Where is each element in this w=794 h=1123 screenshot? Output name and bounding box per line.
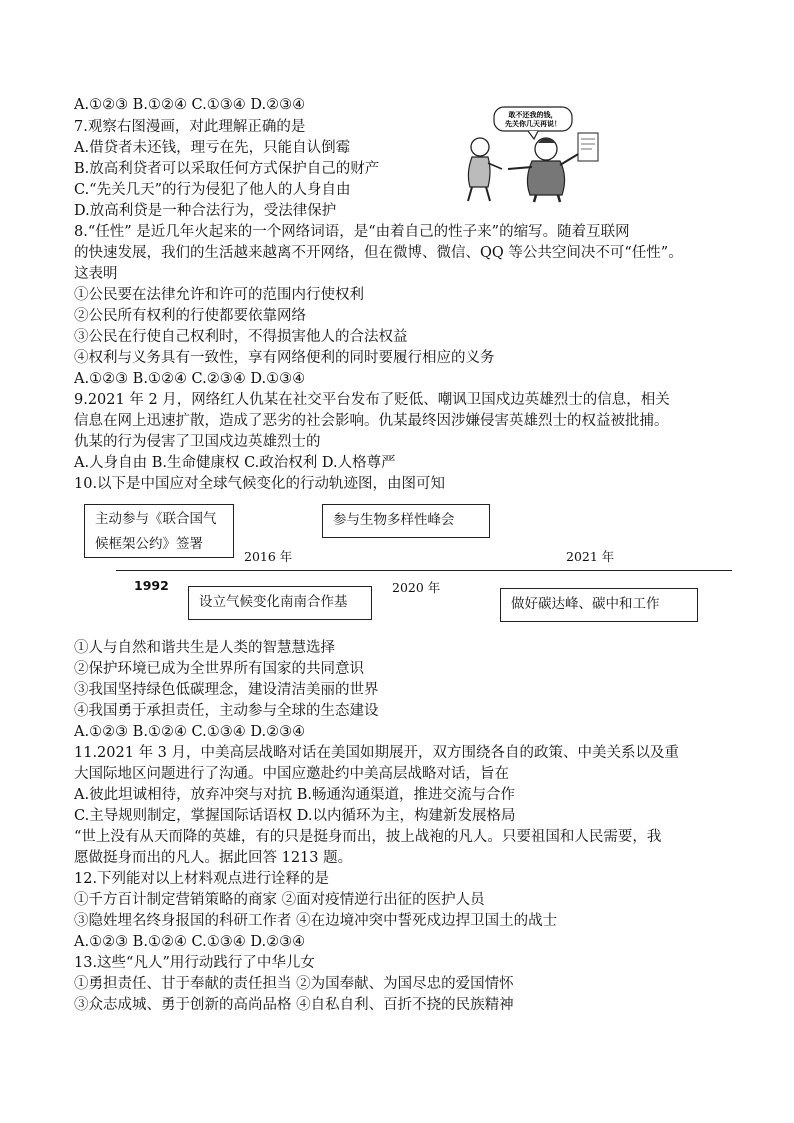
q10-statement-2: ②保护环境已成为全世界所有国家的共同意识	[74, 661, 364, 677]
q13-stem: 13.这些“凡人”用行动践行了中华儿女	[74, 955, 315, 971]
q7-option-c: C.“先关几天”的行为侵犯了他人的人身自由	[74, 182, 351, 198]
q7-option-a: A.借贷者未还钱，理亏在先，只能自认倒霉	[74, 140, 351, 156]
q8-stem-line2: 的快速发展，我们的生活越来越离不开网络，但在微博、微信、QQ 等公共空间决不可“任性”。	[74, 245, 683, 261]
loan-shark-cartoon	[458, 103, 610, 203]
q13-statements-34: ③众志成城、勇于创新的高尚品格 ④自私自利、百折不挠的民族精神	[74, 997, 514, 1013]
timeline-box-unfccc-line1: 主动参与《联合国气	[95, 511, 217, 527]
q8-statement-3: ③公民在行使自己权利时，不得损害他人的合法权益	[74, 329, 408, 345]
q12-statements-12: ①千方百计制定营销策略的商家 ②面对疫情逆行出征的医护人员	[74, 892, 485, 908]
q10-answers: A.①②③ B.①②④ C.①③④ D.②③④	[74, 724, 306, 740]
q8-statement-2: ②公民所有权利的行使都要依靠网络	[74, 308, 306, 324]
q7-option-d: D.放高利贷是一种合法行为，受法律保护	[74, 203, 337, 219]
q9-stem-line2: 信息在网上迅速扩散，造成了恶劣的社会影响。仇某最终因涉嫌侵害英雄烈士的权益被批捕。	[74, 413, 669, 429]
timeline-year-1992: 1992	[134, 578, 169, 593]
q12-stem: 12.下列能对以上材料观点进行诠释的是	[74, 871, 330, 887]
q11-stem-line1: 11.2021 年 3 月，中美高层战略对话在美国如期展开，双方围绕各自的政策、中美关系以及重	[74, 745, 680, 761]
material-line2: 愿做挺身而出的凡人。据此回答 1213 题。	[74, 850, 353, 866]
timeline-year-2021: 2021 年	[566, 549, 615, 564]
climate-timeline-diagram	[84, 502, 734, 630]
timeline-year-2016: 2016 年	[244, 549, 293, 564]
q12-statements-34: ③隐姓埋名终身报国的科研工作者 ④在边境冲突中誓死戍边捍卫国土的战士	[74, 913, 558, 929]
timeline-box-biodiversity: 参与生物多样性峰会	[322, 504, 490, 538]
q8-answers: A.①②③ B.①②④ C.②③④ D.①③④	[74, 371, 306, 387]
q8-statement-1: ①公民要在法律允许和许可的范围内行使权利	[74, 287, 364, 303]
q11-options-cd: C.主导规则制定，掌握国际话语权 D.以内循环为主，构建新发展格局	[74, 808, 516, 824]
timeline-axis	[116, 570, 732, 571]
q8-stem-line3: 这表明	[74, 266, 118, 282]
q9-stem-line3: 仇某的行为侵害了卫国戍边英雄烈士的	[74, 434, 321, 450]
timeline-box-carbon: 做好碳达峰、碳中和工作	[500, 588, 698, 622]
cartoon-sign-line2: 先关你几天再说！	[505, 120, 561, 128]
q10-statement-3: ③我国坚持绿色低碳理念，建设清洁美丽的世界	[74, 682, 379, 698]
cartoon-sign-line1: 敢不还我的钱，	[508, 111, 558, 119]
timeline-box-south-south: 设立气候变化南南合作基	[188, 586, 372, 620]
q12-answers: A.①②③ B.①②④ C.①③④ D.②③④	[74, 934, 306, 950]
q8-statement-4: ④权利与义务具有一致性，享有网络便利的同时要履行相应的义务	[74, 350, 495, 366]
q6-answers: A.①②③ B.①②④ C.①③④ D.②③④	[74, 97, 306, 113]
q9-answers: A.人身自由 B.生命健康权 C.政治权利 D.人格尊严	[74, 455, 396, 471]
q10-statement-1: ①人与自然和谐共生是人类的智慧慧选择	[74, 640, 335, 656]
q8-stem-line1: 8.“任性” 是近几年火起来的一个网络词语，是“由着自己的性子来”的缩写。随着互联网	[74, 224, 630, 240]
q7-option-b: B.放高利贷者可以采取任何方式保护自己的财产	[74, 161, 380, 177]
q10-statement-4: ④我国勇于承担责任，主动参与全球的生态建设	[74, 703, 379, 719]
timeline-year-2020: 2020 年	[392, 580, 441, 595]
q7-stem: 7.观察右图漫画，对此理解正确的是	[74, 119, 306, 135]
q10-stem: 10.以下是中国应对全球气候变化的行动轨迹图，由图可知	[74, 476, 446, 492]
timeline-box-unfccc-line2: 候框架公约》签署	[95, 536, 203, 552]
q11-stem-line2: 大国际地区问题进行了沟通。中国应邀赴约中美高层战略对话，旨在	[74, 766, 509, 782]
q13-statements-12: ①勇担责任、甘于奉献的责任担当 ②为国奉献、为国尽忠的爱国情怀	[74, 976, 514, 992]
timeline-box-unfccc	[84, 504, 234, 558]
q11-options-ab: A.彼此坦诚相待，放弃冲突与对抗 B.畅通沟通渠道，推进交流与合作	[74, 787, 515, 803]
material-line1: “世上没有从天而降的英雄，有的只是挺身而出，披上战袍的凡人。只要祖国和人民需要，我	[74, 829, 662, 845]
q9-stem-line1: 9.2021 年 2 月，网络红人仇某在社交平台发布了贬低、嘲讽卫国戍边英雄烈士的信息，相关	[74, 392, 670, 408]
